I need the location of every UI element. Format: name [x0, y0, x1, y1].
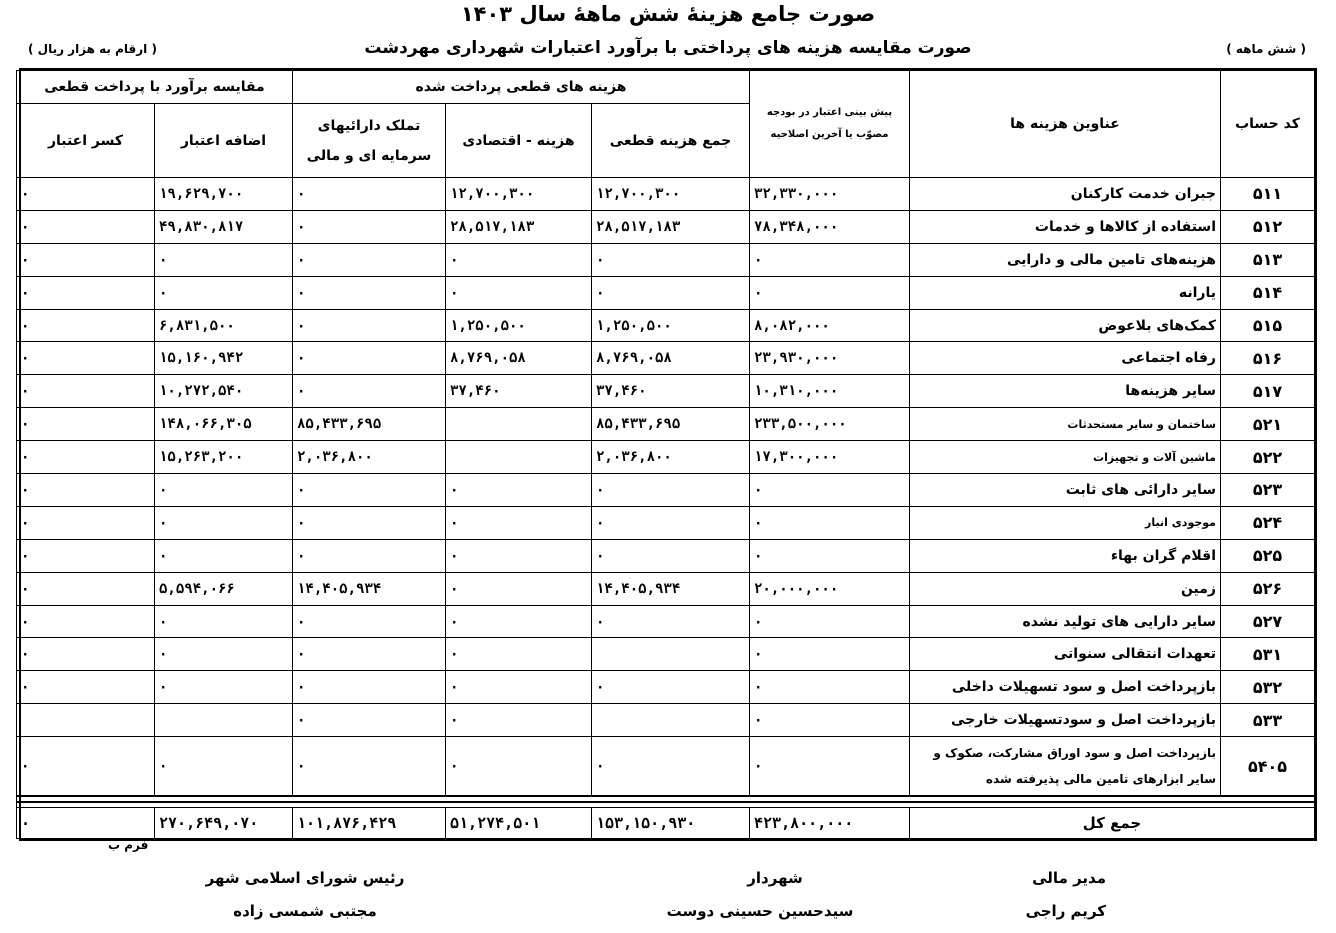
credit-deficit-cell: ۰: [16, 375, 154, 408]
totals-label: جمع کل: [910, 808, 1315, 839]
expense-title-cell: ساختمان و سایر مستحدثات: [910, 408, 1221, 441]
totals-total-paid: ۱۵۳,۱۵۰,۹۳۰: [592, 808, 750, 839]
table-row: [16, 243, 1314, 276]
period-note: ( شش ماهه ): [1226, 42, 1306, 56]
capital-cell: ۰: [293, 605, 446, 638]
forecast-cell: ۰: [750, 474, 910, 507]
credit-deficit-cell: ۰: [16, 638, 154, 671]
table-row: [16, 441, 1314, 474]
expense-title-cell: کمک‌های بلاعوض: [910, 309, 1221, 342]
total-paid-cell: ۰: [592, 243, 750, 276]
credit-add-cell: ۰: [155, 638, 293, 671]
total-paid-cell: [592, 704, 750, 737]
credit-deficit-cell: [16, 704, 154, 737]
table-row: [16, 342, 1314, 375]
expense-title-cell: سایر هزینه‌ها: [910, 375, 1221, 408]
totals-forecast: ۴۲۳,۸۰۰,۰۰۰: [750, 808, 910, 839]
total-paid-cell: [592, 638, 750, 671]
capital-cell: ۰: [293, 309, 446, 342]
expense-title-cell: ماشین آلات و تجهیزات: [910, 441, 1221, 474]
capital-cell: ۰: [293, 737, 446, 797]
header-credit-deficit: کسر اعتبار: [16, 104, 154, 178]
totals-credit-add: ۲۷۰,۶۴۹,۰۷۰: [155, 808, 293, 839]
credit-deficit-cell: ۰: [16, 605, 154, 638]
total-paid-cell: ۰: [592, 474, 750, 507]
economic-cell: ۱,۲۵۰,۵۰۰: [446, 309, 592, 342]
account-code-cell: ۵۳۱: [1221, 638, 1315, 671]
economic-cell: [446, 441, 592, 474]
council-head-name: مجتبی شمسی زاده: [233, 902, 377, 920]
credit-deficit-cell: ۰: [16, 474, 154, 507]
credit-add-cell: ۱۵,۲۶۳,۲۰۰: [155, 441, 293, 474]
header-total-paid: جمع هزینه قطعی: [592, 104, 750, 178]
account-code-cell: ۵۲۱: [1221, 408, 1315, 441]
table-row: [16, 408, 1314, 441]
expense-title-cell: سایر دارائی های ثابت: [910, 474, 1221, 507]
total-paid-cell: ۱۴,۴۰۵,۹۳۴: [592, 572, 750, 605]
expense-title-cell: هزینه‌های تامین مالی و دارایی: [910, 243, 1221, 276]
table-row: [16, 309, 1314, 342]
credit-deficit-cell: ۰: [16, 178, 154, 211]
forecast-cell: ۸,۰۸۲,۰۰۰: [750, 309, 910, 342]
credit-add-cell: ۱۴۸,۰۶۶,۳۰۵: [155, 408, 293, 441]
economic-cell: ۰: [446, 243, 592, 276]
mayor-name: سیدحسین حسینی دوست: [666, 902, 854, 920]
header-economic: هزینه - اقتصادی: [446, 104, 592, 178]
credit-add-cell: [155, 704, 293, 737]
credit-add-cell: ۰: [155, 474, 293, 507]
economic-cell: ۰: [446, 474, 592, 507]
economic-cell: ۳۷,۴۶۰: [446, 375, 592, 408]
economic-cell: ۰: [446, 539, 592, 572]
credit-add-cell: ۵,۵۹۴,۰۶۶: [155, 572, 293, 605]
capital-cell: ۲,۰۳۶,۸۰۰: [293, 441, 446, 474]
table-row: [16, 210, 1314, 243]
total-paid-cell: ۲,۰۳۶,۸۰۰: [592, 441, 750, 474]
credit-deficit-cell: ۰: [16, 309, 154, 342]
total-paid-cell: ۰: [592, 276, 750, 309]
credit-deficit-cell: ۰: [16, 342, 154, 375]
total-paid-cell: ۱,۲۵۰,۵۰۰: [592, 309, 750, 342]
economic-cell: ۰: [446, 704, 592, 737]
credit-add-cell: ۶,۸۳۱,۵۰۰: [155, 309, 293, 342]
expense-title-cell: موجودی انبار: [910, 506, 1221, 539]
economic-cell: ۰: [446, 605, 592, 638]
economic-cell: ۰: [446, 572, 592, 605]
economic-cell: ۲۸,۵۱۷,۱۸۳: [446, 210, 592, 243]
report-title: صورت جامع هزینهٔ شش ماههٔ سال ۱۴۰۳: [460, 2, 876, 26]
expense-title-cell: زمین: [910, 572, 1221, 605]
forecast-cell: ۰: [750, 276, 910, 309]
forecast-cell: ۱۷,۳۰۰,۰۰۰: [750, 441, 910, 474]
unit-note: ( ارقام به هزار ریال ): [28, 42, 157, 56]
account-code-cell: ۵۳۳: [1221, 704, 1315, 737]
forecast-cell: ۷۸,۳۴۸,۰۰۰: [750, 210, 910, 243]
totals-capital: ۱۰۱,۸۷۶,۴۲۹: [293, 808, 446, 839]
credit-deficit-cell: ۰: [16, 408, 154, 441]
account-code-cell: ۵۴۰۵: [1221, 737, 1315, 797]
finance-manager-name: کریم راجی: [1025, 902, 1106, 920]
total-paid-cell: ۱۲,۷۰۰,۳۰۰: [592, 178, 750, 211]
table-row: [16, 474, 1314, 507]
forecast-cell: ۰: [750, 243, 910, 276]
expense-title-cell: بازپرداخت اصل و سود تسهیلات داخلی: [910, 671, 1221, 704]
credit-add-cell: ۴۹,۸۳۰,۸۱۷: [155, 210, 293, 243]
total-paid-cell: ۰: [592, 737, 750, 797]
credit-add-cell: ۱۰,۲۷۲,۵۴۰: [155, 375, 293, 408]
account-code-cell: ۵۲۴: [1221, 506, 1315, 539]
header-forecast: پیش بینی اعتبار در بودجه مصوّب یا آخرین اصلاحیه: [750, 71, 910, 178]
expense-title-cell: سایر دارایی های تولید نشده: [910, 605, 1221, 638]
account-code-cell: ۵۱۵: [1221, 309, 1315, 342]
forecast-cell: ۰: [750, 737, 910, 797]
account-code-cell: ۵۲۳: [1221, 474, 1315, 507]
economic-cell: ۰: [446, 671, 592, 704]
account-code-cell: ۵۱۳: [1221, 243, 1315, 276]
forecast-cell: ۰: [750, 605, 910, 638]
credit-add-cell: ۰: [155, 737, 293, 797]
totals-row: [16, 808, 1314, 839]
expense-title-cell: استفاده از کالاها و خدمات: [910, 210, 1221, 243]
forecast-cell: ۲۳,۹۳۰,۰۰۰: [750, 342, 910, 375]
credit-deficit-cell: ۰: [16, 276, 154, 309]
account-code-cell: ۵۲۷: [1221, 605, 1315, 638]
capital-cell: ۰: [293, 704, 446, 737]
expense-title-cell: رفاه اجتماعی: [910, 342, 1221, 375]
credit-add-cell: ۰: [155, 671, 293, 704]
credit-deficit-cell: ۰: [16, 243, 154, 276]
table-row: [16, 671, 1314, 704]
credit-deficit-cell: ۰: [16, 210, 154, 243]
economic-cell: ۰: [446, 276, 592, 309]
forecast-cell: ۰: [750, 506, 910, 539]
expense-title-cell: بازپرداخت اصل و سود اوراق مشارکت، صکوک و سایر ابزارهای تامین مالی پذیرفته شده: [910, 737, 1221, 797]
total-paid-cell: ۸۵,۴۳۳,۶۹۵: [592, 408, 750, 441]
account-code-cell: ۵۳۲: [1221, 671, 1315, 704]
capital-cell: ۰: [293, 210, 446, 243]
expense-title-cell: یارانه: [910, 276, 1221, 309]
capital-cell: ۰: [293, 243, 446, 276]
table-row: [16, 605, 1314, 638]
forecast-cell: ۲۳۳,۵۰۰,۰۰۰: [750, 408, 910, 441]
header-capital: تملک دارائیهای سرمایه ای و مالی: [293, 104, 446, 178]
capital-cell: ۰: [293, 539, 446, 572]
table-row: [16, 539, 1314, 572]
expense-title-cell: جبران خدمت کارکنان: [910, 178, 1221, 211]
forecast-cell: ۰: [750, 539, 910, 572]
account-code-cell: ۵۲۶: [1221, 572, 1315, 605]
header-expense-title: عناوین هزینه ها: [910, 71, 1221, 178]
total-paid-cell: ۰: [592, 539, 750, 572]
credit-add-cell: ۱۹,۶۲۹,۷۰۰: [155, 178, 293, 211]
expense-title-cell: اقلام گران بهاء: [910, 539, 1221, 572]
credit-deficit-cell: ۰: [16, 737, 154, 797]
capital-cell: ۰: [293, 671, 446, 704]
account-code-cell: ۵۱۲: [1221, 210, 1315, 243]
table-row: [16, 704, 1314, 737]
credit-deficit-cell: ۰: [16, 441, 154, 474]
capital-cell: ۱۴,۴۰۵,۹۳۴: [293, 572, 446, 605]
forecast-cell: ۲۰,۰۰۰,۰۰۰: [750, 572, 910, 605]
total-paid-cell: ۲۸,۵۱۷,۱۸۳: [592, 210, 750, 243]
finance-manager-title: مدیر مالی: [1032, 869, 1106, 887]
capital-cell: ۸۵,۴۳۳,۶۹۵: [293, 408, 446, 441]
economic-cell: ۸,۷۶۹,۰۵۸: [446, 342, 592, 375]
header-paid-group: هزینه های قطعی پرداخت شده: [293, 71, 750, 104]
table-row: [16, 375, 1314, 408]
forecast-cell: ۰: [750, 671, 910, 704]
total-paid-cell: ۰: [592, 605, 750, 638]
economic-cell: ۰: [446, 506, 592, 539]
account-code-cell: ۵۱۱: [1221, 178, 1315, 211]
form-label: فرم ب: [108, 838, 149, 852]
account-code-cell: ۵۲۵: [1221, 539, 1315, 572]
table-row: [16, 276, 1314, 309]
forecast-cell: ۰: [750, 704, 910, 737]
capital-cell: ۰: [293, 178, 446, 211]
table-body: [16, 178, 1314, 803]
credit-deficit-cell: ۰: [16, 572, 154, 605]
header-credit-add: اضافه اعتبار: [155, 104, 293, 178]
economic-cell: ۱۲,۷۰۰,۳۰۰: [446, 178, 592, 211]
capital-cell: ۰: [293, 342, 446, 375]
total-paid-cell: ۰: [592, 506, 750, 539]
forecast-cell: ۱۰,۳۱۰,۰۰۰: [750, 375, 910, 408]
credit-deficit-cell: ۰: [16, 506, 154, 539]
table-row: [16, 178, 1314, 211]
table-row: [16, 737, 1314, 797]
total-paid-cell: ۰: [592, 671, 750, 704]
credit-add-cell: ۰: [155, 506, 293, 539]
total-paid-cell: ۸,۷۶۹,۰۵۸: [592, 342, 750, 375]
account-code-cell: ۵۱۴: [1221, 276, 1315, 309]
forecast-cell: ۰: [750, 638, 910, 671]
account-code-cell: ۵۲۲: [1221, 441, 1315, 474]
account-code-cell: ۵۱۶: [1221, 342, 1315, 375]
header-account-code: کد حساب: [1221, 71, 1315, 178]
capital-cell: ۰: [293, 638, 446, 671]
report-subtitle: صورت مقایسه هزینه های پرداختی با برآورد اعتبارات شهرداری مهردشت: [364, 38, 972, 58]
totals-credit-deficit: ۰: [16, 808, 154, 839]
table-row: [16, 638, 1314, 671]
expense-title-cell: تعهدات انتقالی سنواتی: [910, 638, 1221, 671]
account-code-cell: ۵۱۷: [1221, 375, 1315, 408]
capital-cell: ۰: [293, 506, 446, 539]
capital-cell: ۰: [293, 276, 446, 309]
credit-add-cell: ۱۵,۱۶۰,۹۴۲: [155, 342, 293, 375]
total-paid-cell: ۳۷,۴۶۰: [592, 375, 750, 408]
capital-cell: ۰: [293, 474, 446, 507]
table-row: [16, 572, 1314, 605]
credit-add-cell: ۰: [155, 243, 293, 276]
credit-add-cell: ۰: [155, 276, 293, 309]
credit-deficit-cell: ۰: [16, 671, 154, 704]
economic-cell: ۰: [446, 737, 592, 797]
council-head-title: رئیس شورای اسلامی شهر: [205, 869, 405, 887]
capital-cell: ۰: [293, 375, 446, 408]
credit-deficit-cell: ۰: [16, 539, 154, 572]
credit-add-cell: ۰: [155, 539, 293, 572]
forecast-cell: ۳۲,۳۳۰,۰۰۰: [750, 178, 910, 211]
economic-cell: [446, 408, 592, 441]
credit-add-cell: ۰: [155, 605, 293, 638]
totals-economic: ۵۱,۲۷۴,۵۰۱: [446, 808, 592, 839]
expense-title-cell: بازپرداخت اصل و سودتسهیلات خارجی: [910, 704, 1221, 737]
mayor-title: شهردار: [747, 869, 803, 887]
header-compare-group: مقایسه برآورد با پرداخت قطعی: [16, 71, 292, 104]
economic-cell: ۰: [446, 638, 592, 671]
table-row: [16, 506, 1314, 539]
expense-table: [19, 68, 1317, 841]
